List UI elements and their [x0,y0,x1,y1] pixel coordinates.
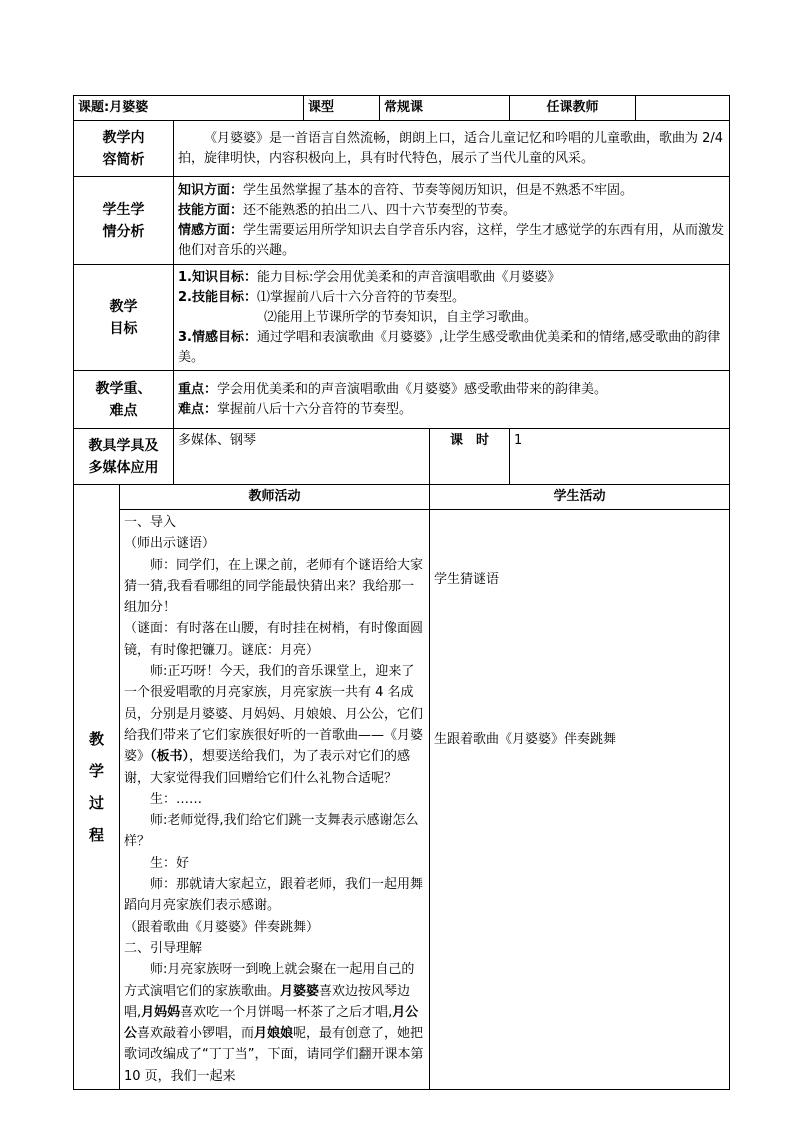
media-value: 多媒体、钢琴 [174,429,430,485]
student-activity-1: 学生猜谜语 [434,572,500,587]
keypoints-label: 教学重、 难点 [74,371,174,429]
teacher-activity-head: 教师活动 [120,485,430,510]
hours-label: 课 时 [430,429,510,485]
type-value: 常规课 [380,96,510,121]
goals-label: 教学 目标 [74,265,174,371]
keypoints-text: 重点：学会用优美柔和的声音演唱歌曲《月婆婆》感受歌曲带来的韵律美。 难点：掌握前八后十六分音符的节奏型。 [174,371,730,429]
student-activity-2: 生跟着歌曲《月婆婆》伴奏跳舞 [434,732,617,747]
content-text: 《月婆婆》是一首语言自然流畅，朗朗上口，适合儿童记忆和吟唱的儿童歌曲，歌曲为 2/4 拍，旋律明快，内容积极向上，具有时代特色，展示了当代儿童的风采。 [174,121,730,177]
teacher-activity: 一、导入 （师出示谜语） 师：同学们，在上课之前，老师有个谜语给大家猜一猜,我看看哪组的同学能最快猜出来？我给那一组加分！ （谜面：有时落在山腰，有时挂在树梢，有时像面圆镜，有时像把镰刀。谜底：月亮） 师:正巧呀！今天，我们的音乐课堂上，迎来了一个很爱唱歌的月亮家族，月亮家族一共有 4 名成员，分别是月婆婆、月妈妈、月娘娘、月公公，它们给我们带来了它们家族很好听的一首歌曲——《月婆婆》（板书），想要送给我们，为了表示对它们的感谢，大家觉得我们回赠给它们什么礼物合适呢？ 生：…… 师:老师觉得,我们给它们跳一支舞表示感谢怎么样？ 生：好 师：那就请大家起立，跟着老师，我们一起用舞蹈向月亮家族们表示感谢。 （跟着歌曲《月婆婆》伴奏跳舞） 二、引导理解 师:月亮家族呀一到晚上就会聚在一起用自己的方式演唱它们的家族歌曲。月婆婆喜欢边按风琴边唱,月妈妈喜欢吃一个月饼喝一杯茶了之后才唱,月公公喜欢敲着小锣唱，而月娘娘呢，最有创意了，她把歌词改编成了“丁丁当”，下面，请同学们翻开课本第 10 页，我们一起来 [120,510,430,1090]
student-activity-head: 学生活动 [430,485,730,510]
process-label: 教 学 过 程 [74,485,120,1090]
media-label: 教具学具及 多媒体应用 [74,429,174,485]
student-activity [430,510,730,1090]
student-analysis-text: 知识方面：学生虽然掌握了基本的音符、节奏等阅历知识，但是不熟悉不牢固。 技能方面：还不能熟悉的拍出二八、四十六节奏型的节奏。 情感方面：学生需要运用所学知识去自学音乐内容，这样，学生才感觉学的东西有用，从而激发他们对音乐的兴趣。 [174,177,730,265]
lesson-plan-table [73,95,730,1090]
type-label: 课型 [304,96,380,121]
teacher-label: 任课教师 [510,96,636,121]
hours-value: 1 [510,429,730,485]
content-label: 教学内 容简析 [74,121,174,177]
teacher-value [636,96,730,121]
lesson-title-cell [74,96,304,121]
goals-text: 1.知识目标：能力目标:学会用优美柔和的声音演唱歌曲《月婆婆》 2.技能目标：⑴掌握前八后十六分音符的节奏型。 ⑵能用上节课所学的节奏知识，自主学习歌曲。 3.情感目标：通过学唱和表演歌曲《月婆婆》,让学生感受歌曲优美柔和的情绪,感受歌曲的韵律美。 [174,265,730,371]
student-analysis-label: 学生学 情分析 [74,177,174,265]
lesson-label: 课题: [78,100,110,115]
lesson-title: 月婆婆 [109,100,149,115]
